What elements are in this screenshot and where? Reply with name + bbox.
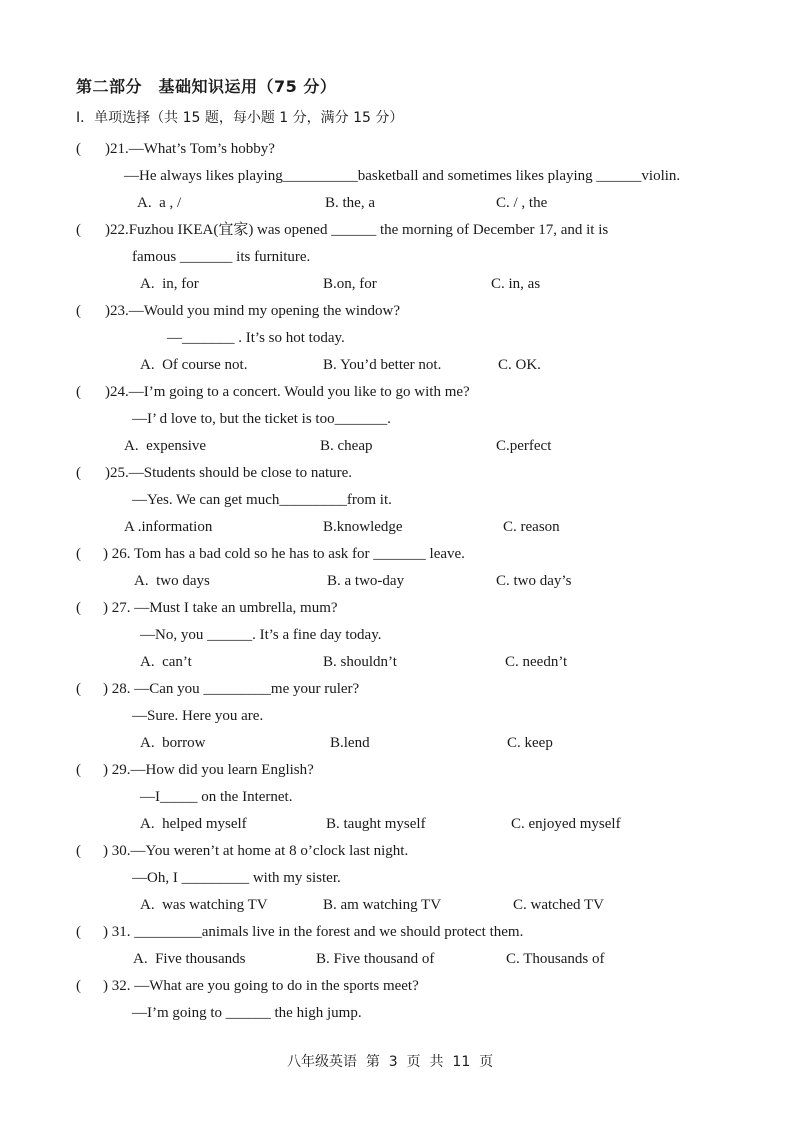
question-line2: famous _______ its furniture. [132,249,311,265]
option-a: A. was watching TV [140,897,268,913]
option-c: C. two day’s [496,573,572,589]
option-a: A. can’t [140,654,192,670]
question-stem: ) 28. —Can you _________me your ruler? [103,681,360,697]
answer-paren: ( [76,681,81,697]
question-stem: )23.—Would you mind my opening the window? [105,303,401,319]
option-a: A. in, for [140,276,199,292]
question-line2: —I’ d love to, but the ticket is too_______. [132,411,391,427]
answer-paren: ( [76,303,81,319]
option-b: B.lend [330,735,370,751]
option-c: C. needn’t [505,654,568,670]
option-c: C.perfect [496,438,552,454]
section-subtitle: I．单项选择（共 15 题，每小题 1 分，满分 15 分） [76,110,404,126]
option-a: A. expensive [124,438,207,454]
question-line2: —Yes. We can get much_________from it. [132,492,392,508]
option-b: B. am watching TV [323,897,442,913]
option-a: A. Five thousands [133,951,246,967]
answer-paren: ( [76,546,81,562]
option-b: B. Five thousand of [316,951,435,967]
question-line2: —I_____ on the Internet. [140,789,293,805]
option-c: C. reason [503,519,560,535]
answer-paren: ( [76,384,81,400]
option-c: C. keep [507,735,553,751]
question-line2: —_______ . It’s so hot today. [167,330,345,346]
question-stem: )21.—What’s Tom’s hobby? [105,141,275,157]
question-stem: )25.—Students should be close to nature. [105,465,353,481]
answer-paren: ( [76,465,81,481]
question-line2: —Oh, I _________ with my sister. [132,870,341,886]
option-b: B. a two-day [327,573,405,589]
option-b: B. You’d better not. [323,357,442,373]
option-a: A. two days [134,573,210,589]
question-stem: ) 31. _________animals live in the forest and we should protect them. [103,924,524,940]
page-footer: 八年级英语 第 3 页 共 11 页 [287,1054,494,1070]
question-stem: ) 27. —Must I take an umbrella, mum? [103,600,338,616]
question-line2: —No, you ______. It’s a fine day today. [140,627,382,643]
question-line2: —I’m going to ______ the high jump. [132,1005,362,1021]
option-b: B.on, for [323,276,377,292]
option-c: C. in, as [491,276,541,292]
question-stem: ) 29.—How did you learn English? [103,762,314,778]
option-c: C. enjoyed myself [511,816,621,832]
question-stem: )24.—I’m going to a concert. Would you like to go with me? [105,384,470,400]
question-stem: ) 32. —What are you going to do in the sports meet? [103,978,419,994]
answer-paren: ( [76,762,81,778]
option-c: C. watched TV [513,897,604,913]
option-c: C. Thousands of [506,951,605,967]
option-a: A. Of course not. [140,357,248,373]
question-stem: )22.Fuzhou IKEA(宜家) was opened ______ the morning of December 17, and it is [105,222,609,238]
option-b: B. cheap [320,438,373,454]
question-line2: —Sure. Here you are. [132,708,264,724]
option-c: C. / , the [496,195,548,211]
section-title: 第二部分 基础知识运用（75 分） [76,77,337,96]
answer-paren: ( [76,978,81,994]
answer-paren: ( [76,222,81,238]
answer-paren: ( [76,600,81,616]
option-b: B. taught myself [326,816,426,832]
answer-paren: ( [76,141,81,157]
option-a: A. borrow [140,735,206,751]
option-b: B. the, a [325,195,375,211]
question-stem: ) 30.—You weren’t at home at 8 o’clock last night. [103,843,409,859]
question-stem: ) 26. Tom has a bad cold so he has to ask for _______ leave. [103,546,465,562]
answer-paren: ( [76,843,81,859]
option-a: A. a , / [137,195,182,211]
option-b: B. shouldn’t [323,654,397,670]
option-a: A. helped myself [140,816,247,832]
option-a: A .information [124,519,213,535]
answer-paren: ( [76,924,81,940]
question-line2: —He always likes playing__________basketball and sometimes likes playing ______violin. [124,168,681,184]
option-b: B.knowledge [323,519,403,535]
option-c: C. OK. [498,357,541,373]
